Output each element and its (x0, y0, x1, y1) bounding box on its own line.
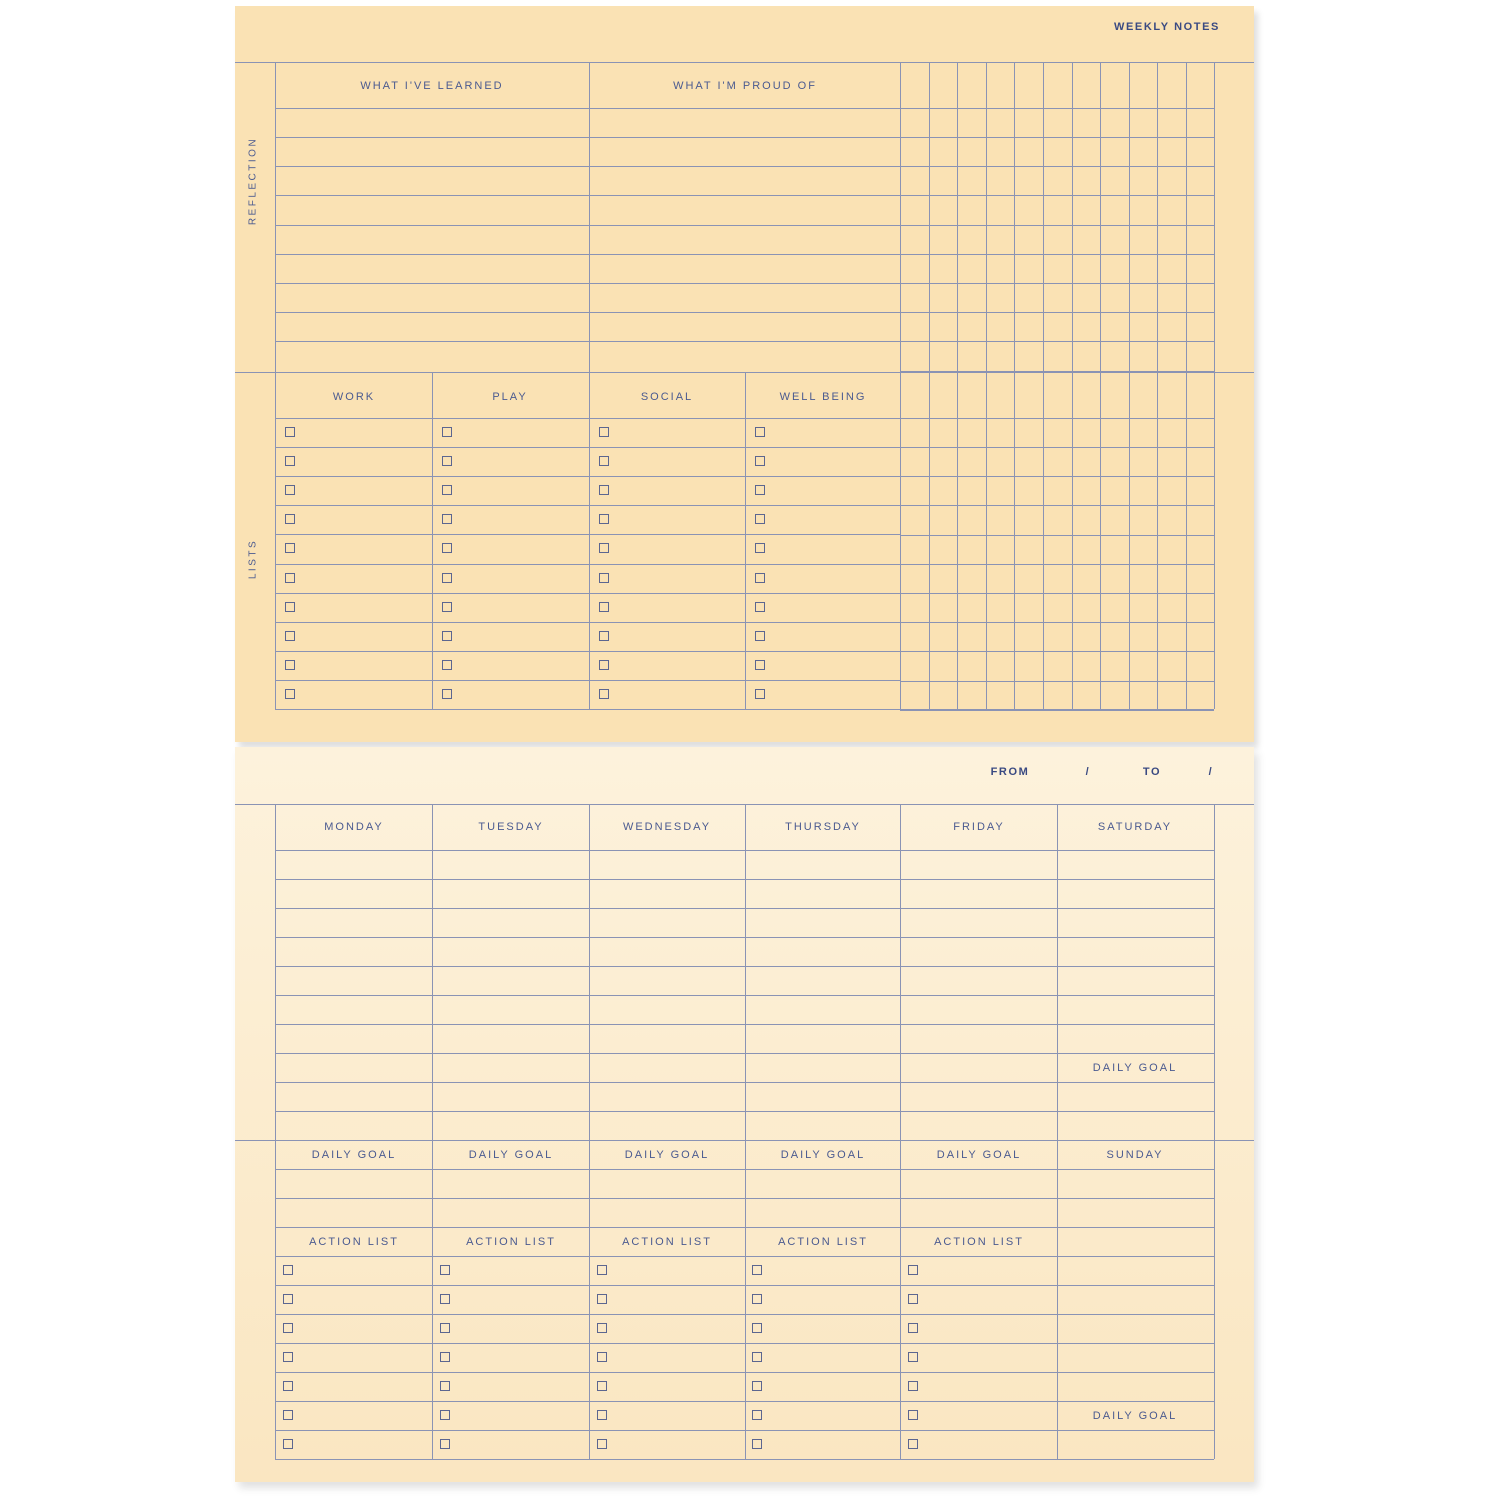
checkbox-well-being[interactable] (755, 485, 765, 495)
checkbox-play[interactable] (442, 660, 452, 670)
action-row-rule (275, 1372, 1214, 1373)
list-row-rule (275, 505, 900, 506)
tracker-grid-line (1072, 62, 1073, 709)
action-row-rule (275, 1401, 1214, 1402)
grid-edge-rule (1214, 62, 1215, 709)
day-row-rule (275, 908, 1214, 909)
rule-line (275, 137, 900, 138)
action-checkbox-friday[interactable] (908, 1410, 918, 1420)
tracker-grid-line (957, 62, 958, 709)
checkbox-play[interactable] (442, 543, 452, 553)
checkbox-play[interactable] (442, 456, 452, 466)
action-list-label-friday: ACTION LIST (934, 1236, 1024, 1248)
rule-line (275, 166, 900, 167)
action-row-rule (275, 1314, 1214, 1315)
row-rule (275, 1256, 1214, 1257)
checkbox-well-being[interactable] (755, 456, 765, 466)
list-row-rule (275, 651, 900, 652)
sheet-title: WEEKLY NOTES (1114, 21, 1220, 33)
reflection-section-label: REFLECTION (247, 136, 259, 226)
action-checkbox-monday[interactable] (283, 1294, 293, 1304)
action-checkbox-thursday[interactable] (752, 1439, 762, 1449)
checkbox-play[interactable] (442, 573, 452, 583)
tracker-grid-line (900, 681, 1214, 682)
daily-goal-label-friday: DAILY GOAL (936, 1149, 1022, 1161)
tracker-grid-line (900, 535, 1214, 536)
column-rule (745, 372, 746, 709)
checkbox-work[interactable] (285, 543, 295, 553)
tracker-grid-line (900, 447, 1214, 448)
tracker-grid-line (900, 225, 1214, 226)
checkbox-social[interactable] (599, 456, 609, 466)
column-header-what-i-m-proud-of: WHAT I'M PROUD OF (673, 80, 817, 92)
column-rule (275, 804, 276, 1459)
action-checkbox-wednesday[interactable] (597, 1265, 607, 1275)
sunday-daily-goal-label: DAILY GOAL (1092, 1410, 1178, 1422)
checkbox-work[interactable] (285, 573, 295, 583)
tracker-grid-line (900, 505, 1214, 506)
action-checkbox-wednesday[interactable] (597, 1410, 607, 1420)
column-header-social: SOCIAL (640, 391, 694, 403)
day-row-rule (275, 966, 1214, 967)
row-rule (275, 1227, 1214, 1228)
from-date-separator: / (1085, 766, 1091, 778)
list-row-rule (275, 593, 900, 594)
tracker-grid-line (900, 651, 1214, 652)
checkbox-social[interactable] (599, 631, 609, 641)
checkbox-social[interactable] (599, 543, 609, 553)
rule-line (275, 225, 900, 226)
daily-goal-label-tuesday: DAILY GOAL (468, 1149, 554, 1161)
tracker-grid-line (1157, 62, 1158, 709)
weekly-notes-sheet (235, 6, 1254, 742)
action-checkbox-friday[interactable] (908, 1323, 918, 1333)
list-row-rule (275, 622, 900, 623)
tracker-grid-line (900, 312, 1214, 313)
action-checkbox-tuesday[interactable] (440, 1323, 450, 1333)
action-checkbox-wednesday[interactable] (597, 1323, 607, 1333)
checkbox-play[interactable] (442, 602, 452, 612)
action-checkbox-monday[interactable] (283, 1352, 293, 1362)
checkbox-well-being[interactable] (755, 573, 765, 583)
header-underline-rule (275, 108, 1214, 109)
checkbox-social[interactable] (599, 427, 609, 437)
checkbox-play[interactable] (442, 514, 452, 524)
action-checkbox-wednesday[interactable] (597, 1352, 607, 1362)
tracker-grid-line (1100, 62, 1101, 709)
tracker-grid-line (929, 62, 930, 709)
header-underline-rule (275, 850, 1214, 851)
action-checkbox-thursday[interactable] (752, 1352, 762, 1362)
rule-line (275, 283, 900, 284)
tracker-grid-line (1129, 62, 1130, 709)
lists-section-label: LISTS (247, 538, 259, 580)
action-checkbox-monday[interactable] (283, 1381, 293, 1391)
day-row-rule (275, 1024, 1214, 1025)
day-header-tuesday: TUESDAY (478, 821, 544, 833)
list-row-rule (275, 447, 900, 448)
checkbox-social[interactable] (599, 573, 609, 583)
action-checkbox-monday[interactable] (283, 1439, 293, 1449)
column-rule (589, 804, 590, 1459)
checkbox-play[interactable] (442, 631, 452, 641)
checkbox-well-being[interactable] (755, 660, 765, 670)
gutter-rule (275, 62, 276, 709)
tracker-grid-line (900, 166, 1214, 167)
column-rule (900, 62, 901, 709)
column-rule (1057, 804, 1058, 1459)
checkbox-work[interactable] (285, 631, 295, 641)
action-row-rule (275, 1285, 1214, 1286)
action-checkbox-thursday[interactable] (752, 1323, 762, 1333)
checkbox-well-being[interactable] (755, 631, 765, 641)
day-header-saturday: SATURDAY (1097, 821, 1173, 833)
day-header-wednesday: WEDNESDAY (622, 821, 712, 833)
checkbox-work[interactable] (285, 427, 295, 437)
action-checkbox-friday[interactable] (908, 1439, 918, 1449)
action-checkbox-friday[interactable] (908, 1381, 918, 1391)
checkbox-social[interactable] (599, 514, 609, 524)
action-list-label-monday: ACTION LIST (309, 1236, 399, 1248)
action-checkbox-wednesday[interactable] (597, 1439, 607, 1449)
day-header-sunday: SUNDAY (1106, 1149, 1164, 1161)
action-list-label-tuesday: ACTION LIST (466, 1236, 556, 1248)
column-header-what-i-ve-learned: WHAT I'VE LEARNED (360, 80, 504, 92)
tracker-grid-line (900, 476, 1214, 477)
action-checkbox-thursday[interactable] (752, 1381, 762, 1391)
day-row-rule (275, 995, 1214, 996)
rule-line (275, 341, 900, 342)
checkbox-well-being[interactable] (755, 602, 765, 612)
tracker-grid-line (986, 62, 987, 709)
row-rule (275, 1169, 1214, 1170)
checkbox-work[interactable] (285, 660, 295, 670)
checkbox-well-being[interactable] (755, 543, 765, 553)
action-list-label-thursday: ACTION LIST (778, 1236, 868, 1248)
action-checkbox-thursday[interactable] (752, 1265, 762, 1275)
column-rule (589, 372, 590, 709)
action-row-rule (275, 1343, 1214, 1344)
tracker-grid-line (900, 710, 1214, 711)
action-checkbox-thursday[interactable] (752, 1294, 762, 1304)
checkbox-well-being[interactable] (755, 689, 765, 699)
list-row-rule (275, 680, 900, 681)
checkbox-work[interactable] (285, 689, 295, 699)
tracker-grid-line (900, 418, 1214, 419)
daily-goal-label-wednesday: DAILY GOAL (624, 1149, 710, 1161)
checkbox-work[interactable] (285, 485, 295, 495)
tracker-grid-line (900, 593, 1214, 594)
rule-line (275, 195, 900, 196)
rule-line (275, 312, 900, 313)
action-checkbox-tuesday[interactable] (440, 1294, 450, 1304)
day-row-rule (275, 1053, 1214, 1054)
tracker-grid-line (900, 371, 1214, 372)
action-checkbox-tuesday[interactable] (440, 1381, 450, 1391)
column-header-play: PLAY (492, 391, 528, 403)
action-checkbox-monday[interactable] (283, 1265, 293, 1275)
list-row-rule (275, 476, 900, 477)
checkbox-social[interactable] (599, 689, 609, 699)
day-row-rule (275, 937, 1214, 938)
daily-goal-label-monday: DAILY GOAL (311, 1149, 397, 1161)
column-rule (1214, 804, 1215, 1459)
checkbox-well-being[interactable] (755, 427, 765, 437)
action-checkbox-friday[interactable] (908, 1294, 918, 1304)
action-checkbox-tuesday[interactable] (440, 1439, 450, 1449)
tracker-grid-line (900, 254, 1214, 255)
day-row-rule (275, 1082, 1214, 1083)
action-checkbox-tuesday[interactable] (440, 1352, 450, 1362)
action-checkbox-monday[interactable] (283, 1323, 293, 1333)
column-rule (745, 804, 746, 1459)
saturday-daily-goal-label: DAILY GOAL (1092, 1062, 1178, 1074)
row-rule (275, 1198, 1214, 1199)
tracker-grid-line (900, 622, 1214, 623)
checkbox-play[interactable] (442, 427, 452, 437)
tracker-grid-line (900, 341, 1214, 342)
to-date-separator: / (1208, 766, 1214, 778)
column-rule (432, 804, 433, 1459)
checkbox-work[interactable] (285, 602, 295, 612)
from-label: FROM (990, 766, 1030, 778)
day-header-thursday: THURSDAY (785, 821, 861, 833)
list-row-rule (275, 564, 900, 565)
day-row-rule (275, 879, 1214, 880)
tracker-grid-line (1014, 62, 1015, 709)
column-rule (432, 372, 433, 709)
bottom-rule (275, 1459, 1214, 1460)
list-row-rule (275, 534, 900, 535)
daily-goal-label-thursday: DAILY GOAL (780, 1149, 866, 1161)
action-checkbox-monday[interactable] (283, 1410, 293, 1420)
weekly-schedule-sheet (235, 747, 1254, 1482)
tracker-grid-line (900, 195, 1214, 196)
rule-line (275, 254, 900, 255)
column-header-well-being: WELL BEING (779, 391, 867, 403)
checkbox-social[interactable] (599, 485, 609, 495)
checkbox-play[interactable] (442, 485, 452, 495)
action-list-label-wednesday: ACTION LIST (622, 1236, 712, 1248)
column-rule (900, 804, 901, 1459)
header-underline-rule (275, 418, 900, 419)
column-header-work: WORK (332, 391, 376, 403)
action-checkbox-wednesday[interactable] (597, 1381, 607, 1391)
tracker-grid-line (1186, 62, 1187, 709)
tracker-grid-line (900, 564, 1214, 565)
action-checkbox-friday[interactable] (908, 1352, 918, 1362)
checkbox-play[interactable] (442, 689, 452, 699)
action-checkbox-tuesday[interactable] (440, 1410, 450, 1420)
checkbox-work[interactable] (285, 514, 295, 524)
to-label: TO (1142, 766, 1162, 778)
action-checkbox-thursday[interactable] (752, 1410, 762, 1420)
tracker-grid-line (900, 283, 1214, 284)
tracker-grid-line (1043, 62, 1044, 709)
checkbox-work[interactable] (285, 456, 295, 466)
tracker-grid-line (900, 137, 1214, 138)
checkbox-well-being[interactable] (755, 514, 765, 524)
action-checkbox-tuesday[interactable] (440, 1265, 450, 1275)
day-header-friday: FRIDAY (953, 821, 1005, 833)
day-header-monday: MONDAY (324, 821, 384, 833)
action-checkbox-wednesday[interactable] (597, 1294, 607, 1304)
action-checkbox-friday[interactable] (908, 1265, 918, 1275)
checkbox-social[interactable] (599, 660, 609, 670)
checkbox-social[interactable] (599, 602, 609, 612)
action-row-rule (275, 1430, 1214, 1431)
day-row-rule (275, 1111, 1214, 1112)
